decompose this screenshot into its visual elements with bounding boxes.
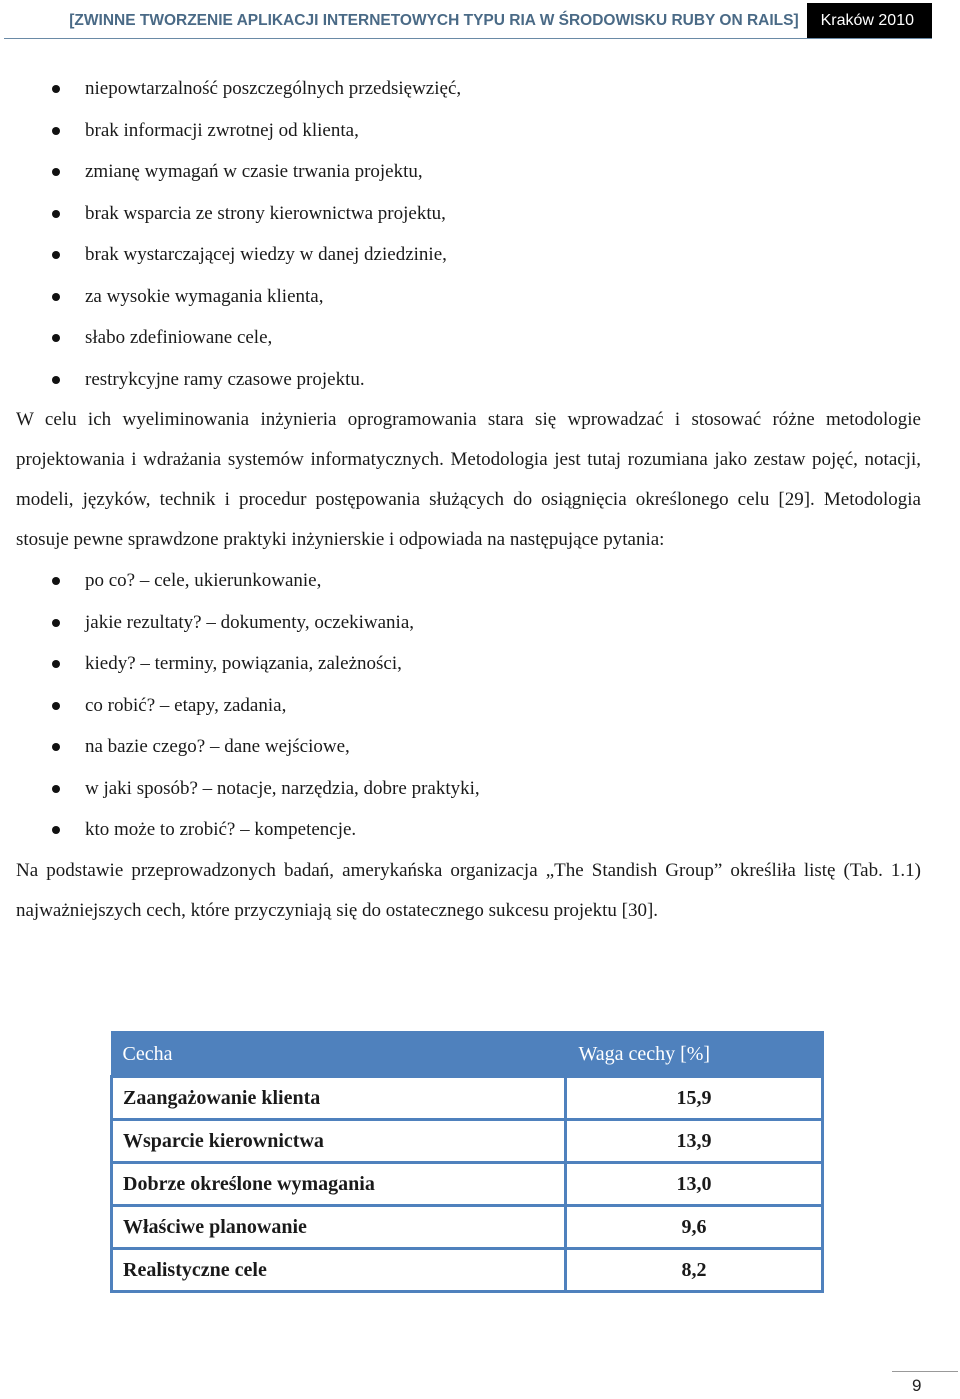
page-header bbox=[0, 3, 932, 39]
table-row bbox=[112, 1120, 823, 1163]
header-rule bbox=[4, 38, 932, 39]
paragraph-standish: Na podstawie przeprowadzonych badań, amerykańska organizacja „The Standish Group” określiła listę (Tab. 1.1) najważniejszych cech, które przyczyniają się do ostatecznego sukcesu projektu [30]. bbox=[16, 859, 921, 921]
bullet-icon bbox=[52, 251, 60, 259]
header-title: [ZWINNE TWORZENIE APLIKACJI INTERNETOWYCH TYPU RIA W ŚRODOWISKU RUBY ON RAILS] bbox=[69, 12, 799, 29]
table-row bbox=[112, 1206, 823, 1249]
list-item: za wysokie wymagania klienta, bbox=[16, 276, 921, 318]
weight-cell: 13,9 bbox=[565, 1120, 822, 1163]
success-features-table bbox=[110, 1031, 824, 1293]
list-item: co robić? – etapy, zadania, bbox=[16, 685, 921, 727]
column-header-weight: Waga cechy [%] bbox=[565, 1032, 822, 1077]
bullet-icon bbox=[52, 334, 60, 342]
list-item: na bazie czego? – dane wejściowe, bbox=[16, 726, 921, 768]
bullet-icon bbox=[52, 785, 60, 793]
table-header-row bbox=[112, 1032, 823, 1077]
list-item: w jaki sposób? – notacje, narzędzia, dobre praktyki, bbox=[16, 768, 921, 810]
list-item: słabo zdefiniowane cele, bbox=[16, 317, 921, 359]
list-item: po co? – cele, ukierunkowanie, bbox=[16, 560, 921, 602]
list-item: brak informacji zwrotnej od klienta, bbox=[16, 110, 921, 152]
page-content bbox=[16, 68, 921, 931]
feature-cell: Realistyczne cele bbox=[112, 1249, 566, 1292]
bullet-icon bbox=[52, 210, 60, 218]
bullet-icon bbox=[52, 826, 60, 834]
bullet-icon bbox=[52, 85, 60, 93]
table-row bbox=[112, 1249, 823, 1292]
list-item: jakie rezultaty? – dokumenty, oczekiwania, bbox=[16, 602, 921, 644]
weight-cell: 8,2 bbox=[565, 1249, 822, 1292]
bullet-icon bbox=[52, 127, 60, 135]
list-item: niepowtarzalność poszczególnych przedsięwzięć, bbox=[16, 68, 921, 110]
bullet-icon bbox=[52, 168, 60, 176]
bullet-icon bbox=[52, 702, 60, 710]
list-item: zmianę wymagań w czasie trwania projektu, bbox=[16, 151, 921, 193]
list-item: brak wystarczającej wiedzy w danej dziedzinie, bbox=[16, 234, 921, 276]
bullet-icon bbox=[52, 660, 60, 668]
questions-list bbox=[16, 560, 921, 851]
bullet-icon bbox=[52, 577, 60, 585]
list-item: kiedy? – terminy, powiązania, zależności, bbox=[16, 643, 921, 685]
feature-cell: Zaangażowanie klienta bbox=[112, 1077, 566, 1120]
table-row bbox=[112, 1077, 823, 1120]
feature-cell: Dobrze określone wymagania bbox=[112, 1163, 566, 1206]
bullet-icon bbox=[52, 619, 60, 627]
list-item: brak wsparcia ze strony kierownictwa projektu, bbox=[16, 193, 921, 235]
bullet-icon bbox=[52, 376, 60, 384]
weight-cell: 9,6 bbox=[565, 1206, 822, 1249]
paragraph-methodology: W celu ich wyeliminowania inżynieria oprogramowania stara się wprowadzać i stosować różne metodologie projektowania i wdrażania systemów informatycznych. Metodologia jest tutaj rozumiana jako zestaw pojęć, notacji, modeli, języków, technik i procedur postępowania służących do osiągnięcia określonego celu [29]. Metodologia stosuje pewne sprawdzone praktyki inżynierskie i odpowiada na następujące pytania: bbox=[16, 409, 921, 550]
column-header-feature: Cecha bbox=[112, 1032, 566, 1077]
list-item: kto może to zrobić? – kompetencje. bbox=[16, 809, 921, 851]
feature-cell: Wsparcie kierownictwa bbox=[112, 1120, 566, 1163]
list-item: restrykcyjne ramy czasowe projektu. bbox=[16, 359, 921, 401]
table-row bbox=[112, 1163, 823, 1206]
footer-rule bbox=[892, 1371, 958, 1372]
weight-cell: 13,0 bbox=[565, 1163, 822, 1206]
header-city-year: Kraków 2010 bbox=[807, 3, 932, 39]
weight-cell: 15,9 bbox=[565, 1077, 822, 1120]
bullet-icon bbox=[52, 293, 60, 301]
challenges-list bbox=[16, 68, 921, 400]
bullet-icon bbox=[52, 743, 60, 751]
feature-cell: Właściwe planowanie bbox=[112, 1206, 566, 1249]
page-number: 9 bbox=[912, 1376, 922, 1395]
